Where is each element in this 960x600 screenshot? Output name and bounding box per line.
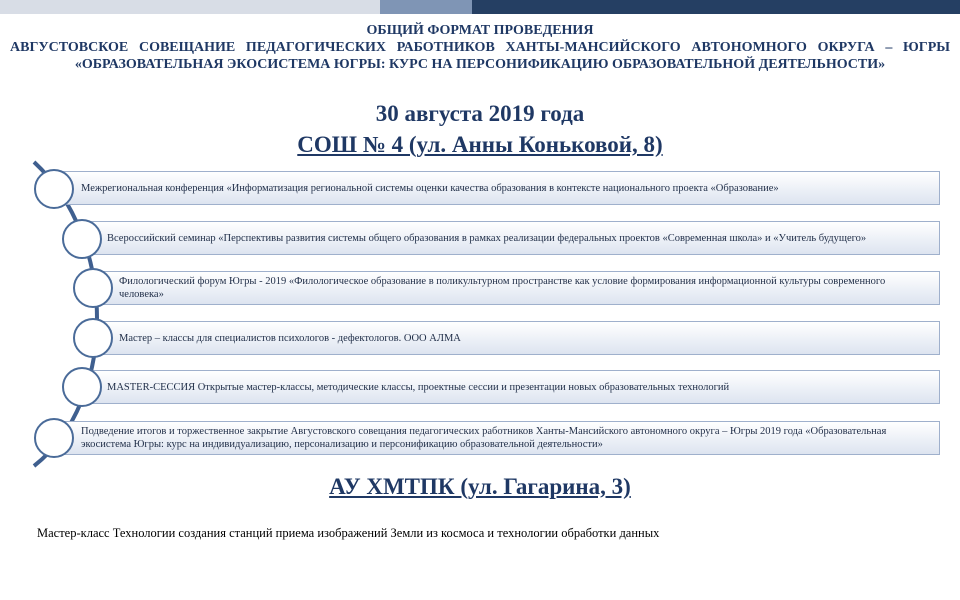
event-date: 30 августа 2019 года xyxy=(375,101,585,126)
title-line-2: АВГУСТОВСКОЕ СОВЕЩАНИЕ ПЕДАГОГИЧЕСКИХ РАБОТНИКОВ ХАНТЫ-МАНСИЙСКОГО АВТОНОМНОГО ОКРУГА – ЮГРЫ «ОБРАЗОВАТЕЛЬНАЯ ЭКОСИСТЕМА ЮГРЫ: КУРС НА ПЕРСОНИФИКАЦИЮ ОБРАЗОВАТЕЛЬНОЙ ДЕЯТЕЛЬНОСТИ» xyxy=(10,40,950,72)
agenda-item-4-marker xyxy=(73,318,113,358)
agenda-item-1-marker xyxy=(34,169,74,209)
agenda-item-4 xyxy=(96,321,940,355)
venue-hmtpk: АУ ХМТПК (ул. Гагарина, 3) xyxy=(329,474,631,499)
agenda-item-1 xyxy=(60,171,940,205)
agenda-item-6 xyxy=(60,421,940,455)
agenda-item-6-marker xyxy=(34,418,74,458)
agenda-item-3-text: Филологический форум Югры - 2019 «Филологическое образование в поликультурном пространстве как условие формирования информационной культуры современного человека» xyxy=(119,276,886,300)
agenda-item-5 xyxy=(86,370,940,404)
agenda-item-2-text: Всероссийский семинар «Перспективы развития системы общего образования в рамках реализации федеральных проектов «Современная школа» и «Учитель будущего» xyxy=(107,232,867,244)
agenda-item-1-text: Межрегиональная конференция «Информатизация региональной системы оценки качества образования в контексте национального проекта «Образование» xyxy=(81,182,779,194)
agenda-item-2-marker xyxy=(62,219,102,259)
agenda-item-2 xyxy=(86,221,940,255)
agenda-item-6-text: Подведение итогов и торжественное закрытие Августовского совещания педагогических работников Ханты-Мансийского автономного округа – Югры 2019 года «Образовательная экосистема Югры: курс на индивидуализацию, персонализацию и персонификацию образовательной деятельности» xyxy=(81,426,887,450)
agenda-item-5-text: MASTER-СЕССИЯ Открытые мастер-классы, методические классы, проектные сессии и презентации новых образовательных технологий xyxy=(107,381,730,393)
title-line-1: ОБЩИЙ ФОРМАТ ПРОВЕДЕНИЯ xyxy=(366,23,594,38)
agenda-item-5-marker xyxy=(62,367,102,407)
master-class-note: Мастер-класс Технологии создания станций приема изображений Земли из космоса и технологии обработки данных xyxy=(37,526,660,540)
agenda-item-3-marker xyxy=(73,268,113,308)
agenda-item-4-text: Мастер – классы для специалистов психологов - дефектологов. ООО АЛМА xyxy=(119,332,461,344)
venue-school-4: СОШ № 4 (ул. Анны Коньковой, 8) xyxy=(297,132,663,157)
agenda-item-3 xyxy=(96,271,940,305)
